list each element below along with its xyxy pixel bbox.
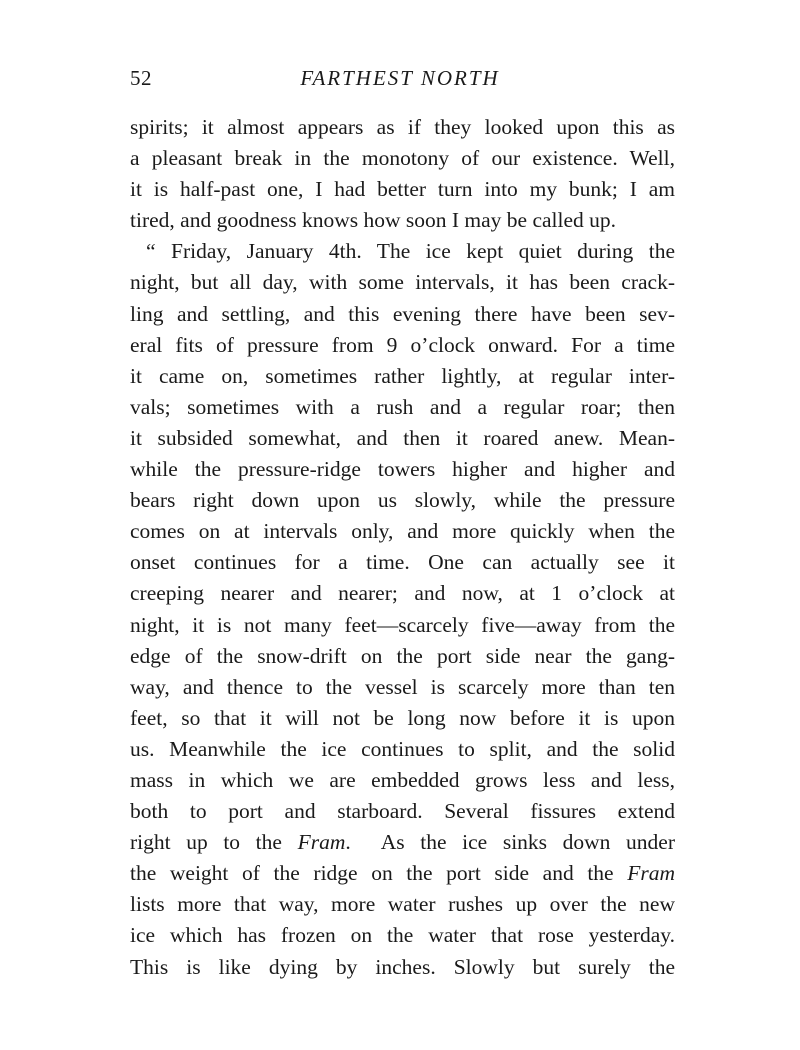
text-line: edge of the snow-drift on the port side near the gang-: [130, 643, 675, 668]
text-line: us. Meanwhile the ice continues to split, and the solid: [130, 736, 675, 761]
text-line: night, it is not many feet—scarcely five—away from the: [130, 612, 675, 637]
ship-name: Fram: [627, 861, 675, 886]
text-line: bears right down upon us slowly, while the pressure: [130, 488, 675, 513]
text-line: ice which has frozen on the water that rose yesterday.: [130, 923, 675, 948]
text-line: eral fits of pressure from 9 o’clock onward. For a time: [130, 332, 675, 357]
text-line: ling and settling, and this evening there have been sev-: [130, 301, 675, 326]
text-line: vals; sometimes with a rush and a regular roar; then: [130, 394, 675, 419]
text-line: way, and thence to the vessel is scarcely more than ten: [130, 674, 675, 699]
text-line: creeping nearer and nearer; and now, at 1 o’clock at: [130, 581, 675, 606]
text-line: [130, 827, 675, 858]
text-line: spirits; it almost appears as if they looked upon this as: [130, 115, 675, 139]
running-head: FARTHEST NORTH: [300, 66, 500, 90]
body-text: [130, 112, 675, 983]
text-segment: .: [345, 830, 351, 855]
text-line: “ Friday, January 4th. The ice kept quiet during the: [146, 239, 675, 264]
text-line: lists more that way, more water rushes up over the new: [130, 892, 675, 917]
text-line: mass in which we are embedded grows less and less,: [130, 767, 675, 792]
text-line: This is like dying by inches. Slowly but surely the: [130, 954, 675, 979]
text-line: onset continues for a time. One can actually see it: [130, 550, 675, 575]
text-line: it came on, sometimes rather lightly, at regular inter-: [130, 363, 675, 388]
text-line: while the pressure-ridge towers higher and higher and: [130, 457, 675, 482]
text-segment: right up to the: [130, 830, 298, 855]
text-line: a pleasant break in the monotony of our existence. Well,: [130, 146, 675, 171]
text-line: both to port and starboard. Several fissures extend: [130, 799, 675, 824]
page-number: 52: [130, 66, 152, 90]
ship-name: Fram: [297, 830, 346, 855]
text-line: night, but all day, with some intervals, it has been crack-: [130, 270, 675, 295]
text-line: [130, 858, 675, 889]
text-line: it subsided somewhat, and then it roared anew. Mean-: [130, 425, 675, 450]
text-segment: As the ice sinks down under: [350, 830, 675, 855]
text-line: it is half-past one, I had better turn into my bunk; I am: [130, 177, 675, 202]
text-line: tired, and goodness knows how soon I may be called up.: [130, 208, 617, 233]
text-segment: the weight of the ridge on the port side and the: [130, 861, 628, 886]
text-line: feet, so that it will not be long now before it is upon: [130, 705, 675, 730]
text-line: comes on at intervals only, and more quickly when the: [130, 519, 675, 544]
